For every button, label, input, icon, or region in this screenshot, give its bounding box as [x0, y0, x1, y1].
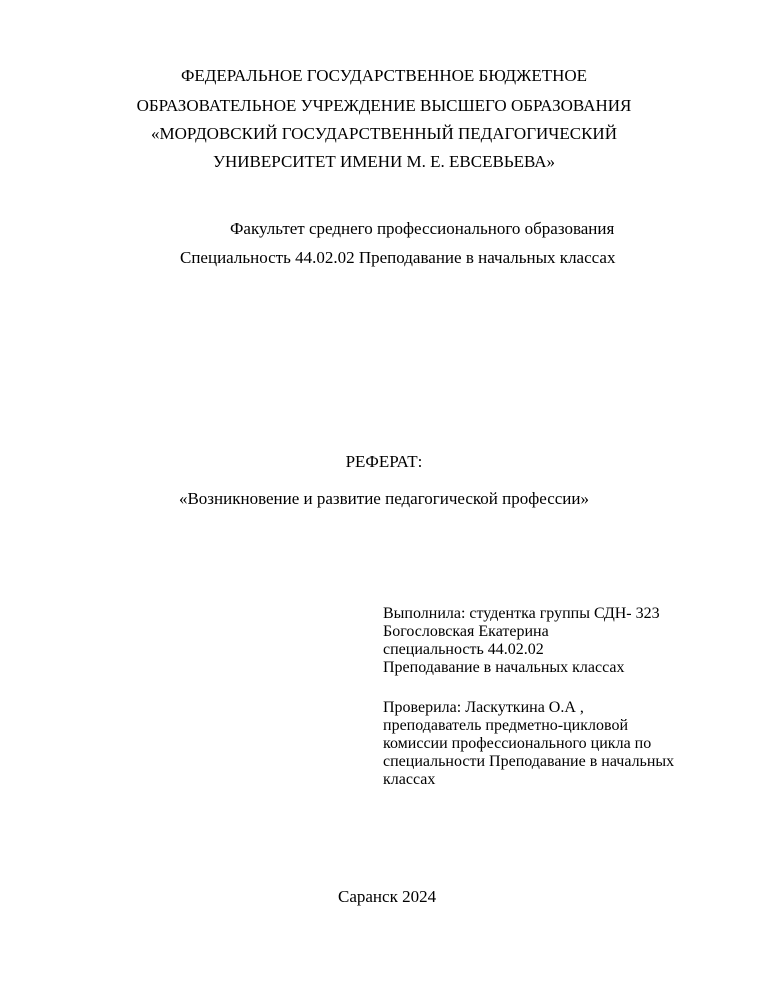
reviewer-line-5: классах	[383, 771, 436, 788]
header-line-4: УНИВЕРСИТЕТ ИМЕНИ М. Е. ЕВСЕВЬЕВА»	[212, 152, 556, 171]
header-line-2: ОБРАЗОВАТЕЛЬНОЕ УЧРЕЖДЕНИЕ ВЫСШЕГО ОБРАЗОВАНИЯ	[136, 96, 632, 115]
author-line-1: Выполнила: студентка группы СДН- 323	[383, 605, 660, 622]
reviewer-line-4: специальности Преподавание в начальных	[383, 753, 675, 770]
city-year: Саранск 2024	[338, 887, 437, 906]
header-line-3: «МОРДОВСКИЙ ГОСУДАРСТВЕННЫЙ ПЕДАГОГИЧЕСКИЙ	[151, 124, 617, 143]
header-line-1: ФЕДЕРАЛЬНОЕ ГОСУДАРСТВЕННОЕ БЮДЖЕТНОЕ	[180, 66, 588, 85]
topic-title: «Возникновение и развитие педагогической профессии»	[178, 489, 590, 508]
author-line-3: специальность 44.02.02	[383, 641, 544, 658]
doc-type: РЕФЕРАТ:	[345, 452, 423, 471]
reviewer-line-2: преподаватель предметно-цикловой	[383, 717, 629, 734]
author-line-2: Богословская Екатерина	[383, 623, 549, 640]
specialty-line: Специальность 44.02.02 Преподавание в начальных классах	[180, 248, 616, 267]
author-block	[383, 605, 743, 677]
author-line-4: Преподавание в начальных классах	[383, 659, 625, 676]
reviewer-block	[383, 699, 743, 789]
reviewer-line-3: комиссии профессионального цикла по	[383, 735, 652, 752]
reviewer-line-1: Проверила: Ласкуткина О.А ,	[383, 699, 584, 716]
faculty-line: Факультет среднего профессионального образования	[230, 219, 615, 238]
